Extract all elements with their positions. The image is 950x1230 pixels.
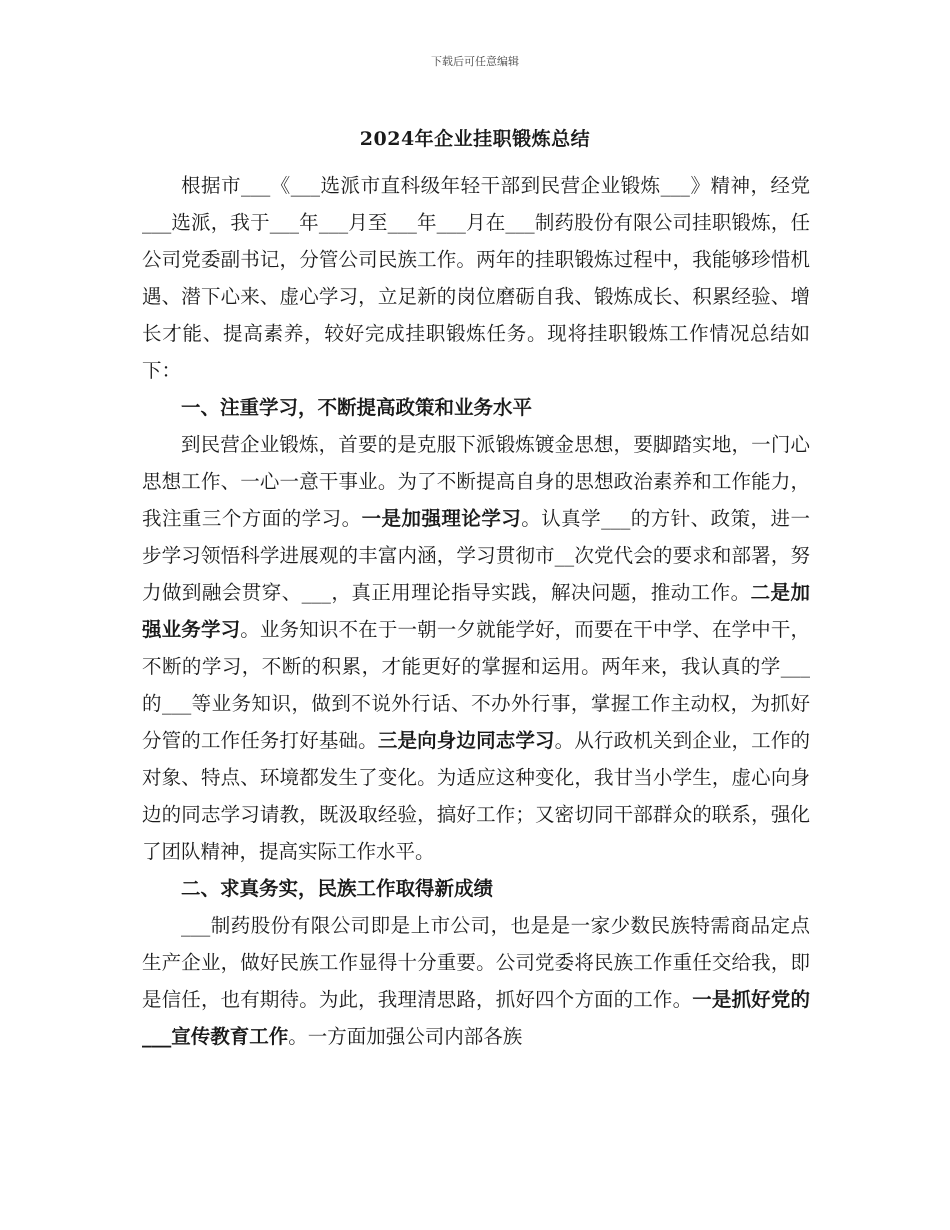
text-span: 。一方面加强公司内部各族 bbox=[288, 1025, 523, 1048]
text-span: 到民营企业锻炼，首要的是克服下派锻炼镀金思想，要脚踏实地，一门心思想工作、一心一意干事业。为了不断提高自身的思想政治素养和工作能力，我注重三个方面的学习。 bbox=[142, 433, 810, 530]
section-heading-1: 一、注重学习，不断提高政策和业务水平 bbox=[181, 396, 533, 419]
bold-point-1: 一是抓好党的___宣传教育工作 bbox=[142, 988, 810, 1048]
text-span: 。从行政机关到企业，工作的对象、特点、环境都发生了变化。为适应这种变化，我甘当小学生，虚心向身边的同志学习请教，既汲取经验，搞好工作；又密切同干部群众的联系，强化了团队精神，提高实际工作水平。 bbox=[142, 729, 810, 863]
section-1-paragraph bbox=[142, 426, 810, 870]
bold-point-1: 一是加强理论学习 bbox=[361, 507, 522, 530]
section-heading-2: 二、求真务实，民族工作取得新成绩 bbox=[181, 877, 494, 900]
text-span: ___制药股份有限公司即是上市公司，也是是一家少数民族特需商品定点生产企业，做好民族工作显得十分重要。公司党委将民族工作重任交给我，即是信任，也有期待。为此，我理清思路，抓好四个方面的工作。 bbox=[142, 914, 810, 1011]
header-note: 下载后可任意编辑 bbox=[431, 55, 519, 68]
section-2-paragraph bbox=[142, 907, 810, 1055]
document-title: 2024年企业挂职锻炼总结 bbox=[359, 128, 591, 150]
bold-point-3: 三是向身边同志学习 bbox=[377, 729, 555, 752]
document-body bbox=[142, 167, 810, 1055]
text-span: 。认真学___的方针、政策，进一步学习领悟科学进展观的丰富内涵，学习贯彻市__次党代会的要求和部署，努力做到融会贯穿、___，真正用理论指导实践，解决问题，推动工作。 bbox=[142, 507, 810, 604]
intro-paragraph: 根据市___《___选派市直科级年轻干部到民营企业锻炼___》精神，经党___选派，我于___年___月至___年___月在___制药股份有限公司挂职锻炼，任公司党委副书记，分管公司民族工作。两年的挂职锻炼过程中，我能够珍惜机遇、潜下心来、虚心学习，立足新的岗位磨砺自我、锻炼成长、积累经验、增长才能、提高素养，较好完成挂职锻炼任务。现将挂职锻炼工作情况总结如下： bbox=[142, 174, 810, 382]
bold-point-2: 二是加强业务学习 bbox=[142, 581, 810, 641]
text-span: 。业务知识不在于一朝一夕就能学好，而要在干中学、在学中干，不断的学习，不断的积累，才能更好的掌握和运用。两年来，我认真的学___的___等业务知识，做到不说外行话、不办外行事，掌握工作主动权，为抓好分管的工作任务打好基础。 bbox=[142, 618, 810, 752]
